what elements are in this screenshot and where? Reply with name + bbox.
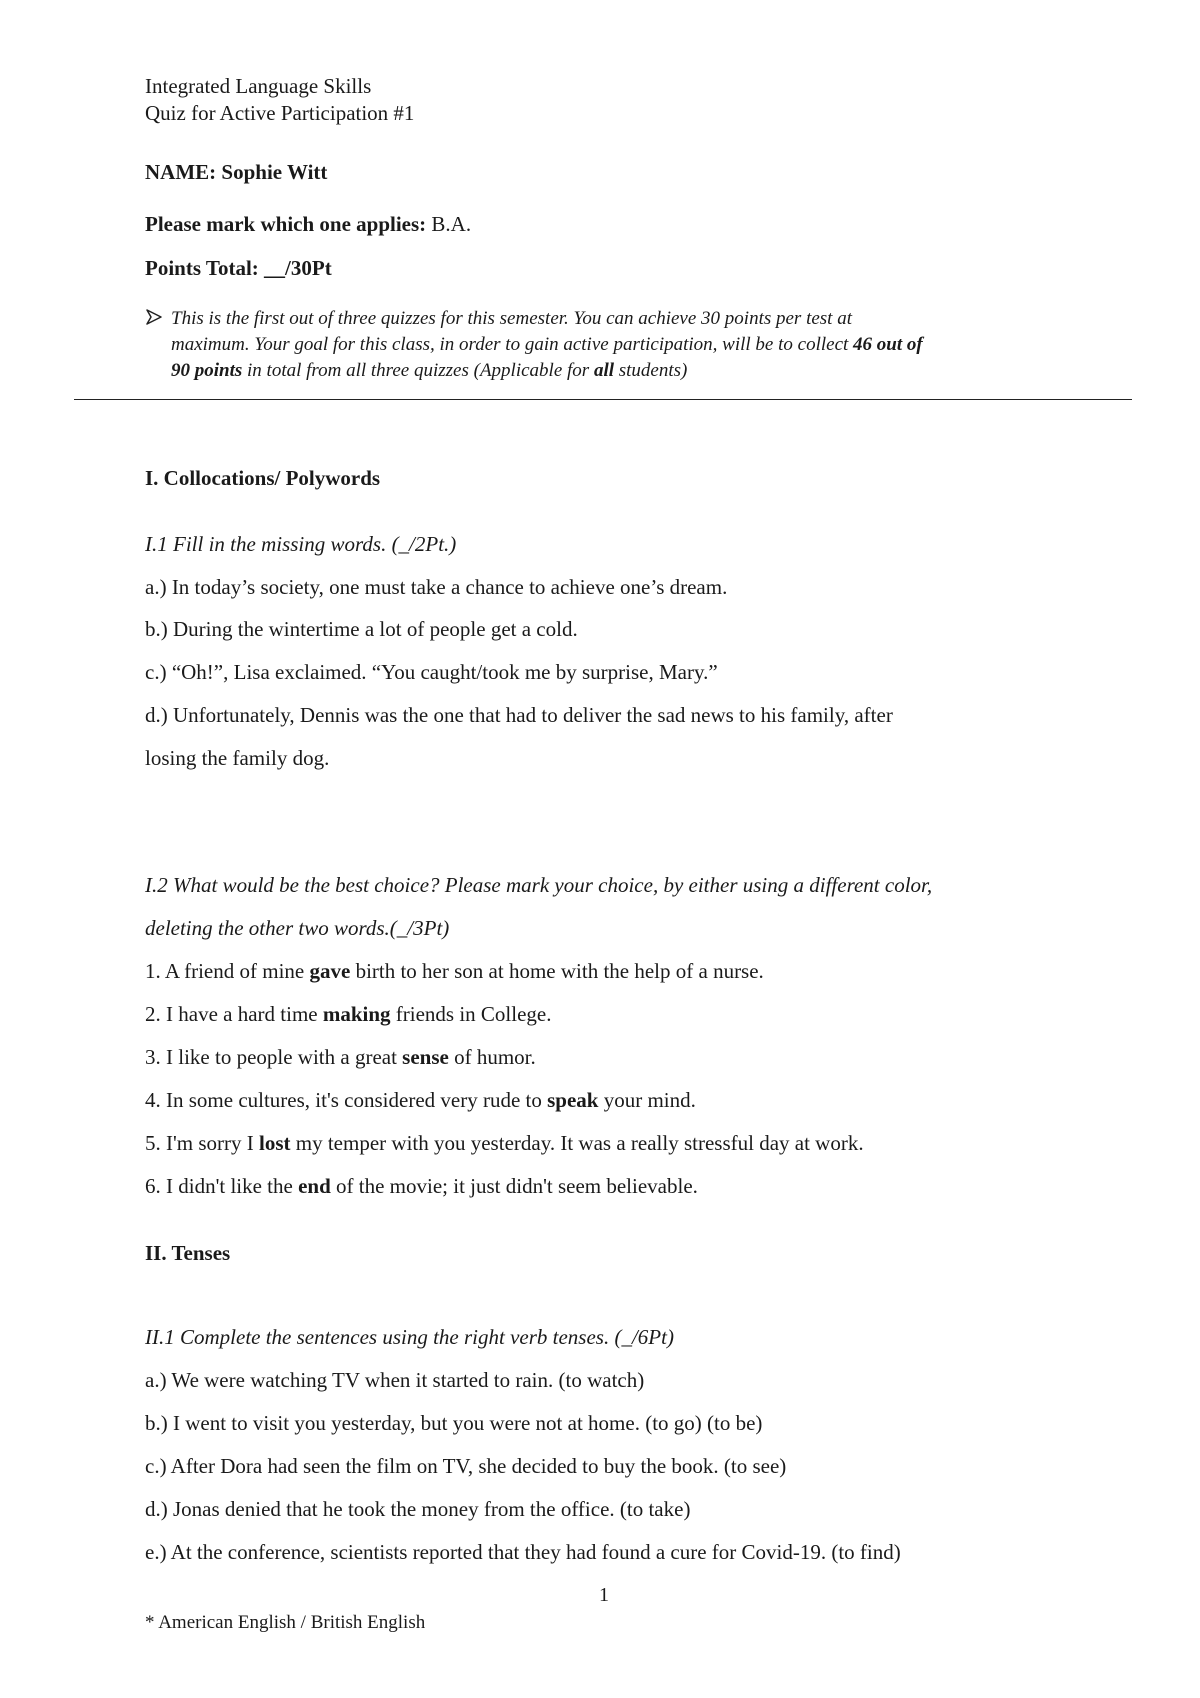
intro-line-3-text: in total from all three quizzes (Applicable for xyxy=(242,360,594,381)
section-2-title: II. Tenses xyxy=(145,1241,231,1265)
intro-line-3 xyxy=(171,360,687,383)
choice-item-5 xyxy=(145,1131,864,1156)
section-1-title: I. Collocations/ Polywords xyxy=(145,466,381,490)
footnote: * American English / British English xyxy=(145,1612,426,1633)
choice-item-4-answer: speak xyxy=(547,1088,599,1112)
intro-line-1: This is the first out of three quizzes for this semester. You can achieve 30 points per test at xyxy=(171,308,852,329)
choice-item-1-answer: gave xyxy=(309,959,351,983)
degree-value: B.A. xyxy=(431,212,472,236)
points-value: __/30Pt xyxy=(264,256,332,280)
name-row xyxy=(145,160,327,185)
intro-highlight-46: 46 out of xyxy=(853,334,923,355)
choice-item-2 xyxy=(145,1002,552,1027)
choice-item-6 xyxy=(145,1174,698,1199)
name-value: Sophie Witt xyxy=(221,160,328,184)
choice-item-2-post: friends in College. xyxy=(390,1002,552,1026)
choice-item-2-answer: making xyxy=(322,1002,391,1026)
item-1-1-a: a.) In today’s society, one must take a chance to achieve one’s dream. xyxy=(145,575,728,599)
choice-item-6-post: of the movie; it just didn't seem believable. xyxy=(330,1174,698,1198)
section-1-1-instruction: I.1 Fill in the missing words. (_/2Pt.) xyxy=(145,532,457,556)
item-2-1-e: e.) At the conference, scientists reported that they had found a cure for Covid-19. (to find) xyxy=(145,1540,901,1564)
item-2-1-c: c.) After Dora had seen the film on TV, she decided to buy the book. (to see) xyxy=(145,1454,787,1478)
choice-item-5-post: my temper with you yesterday. It was a really stressful day at work. xyxy=(290,1131,864,1155)
choice-item-1-pre: 1. A friend of mine xyxy=(145,959,310,983)
points-row xyxy=(145,256,332,281)
intro-highlight-all: all xyxy=(593,360,614,381)
intro-line-2 xyxy=(171,334,923,357)
degree-label: Please mark which one applies: xyxy=(145,212,427,236)
choice-item-2-pre: 2. I have a hard time xyxy=(145,1002,323,1026)
choice-item-5-pre: 5. I'm sorry I xyxy=(145,1131,260,1155)
points-label: Points Total: xyxy=(145,256,259,280)
choice-item-1 xyxy=(145,959,764,984)
section-1-2-instruction-1: I.2 What would be the best choice? Please mark your choice, by either using a different color, xyxy=(145,873,933,897)
page-number: 1 xyxy=(599,1584,609,1606)
intro-highlight-90: 90 points xyxy=(171,360,243,381)
section-2-1-instruction: II.1 Complete the sentences using the right verb tenses. (_/6Pt) xyxy=(145,1325,674,1349)
choice-item-4-post: your mind. xyxy=(598,1088,696,1112)
choice-item-1-post: birth to her son at home with the help of a nurse. xyxy=(350,959,764,983)
intro-note xyxy=(145,308,1095,381)
arrowhead-bullet-icon xyxy=(145,308,163,333)
name-label: NAME: xyxy=(145,160,217,184)
degree-row xyxy=(145,212,471,237)
item-1-1-d: d.) Unfortunately, Dennis was the one that had to deliver the sad news to his family, after xyxy=(145,703,893,727)
item-2-1-d: d.) Jonas denied that he took the money from the office. (to take) xyxy=(145,1497,691,1521)
choice-item-3-post: of humor. xyxy=(448,1045,536,1069)
item-2-1-b: b.) I went to visit you yesterday, but you were not at home. (to go) (to be) xyxy=(145,1411,763,1435)
divider-line xyxy=(74,399,1132,400)
intro-line-3-end: students) xyxy=(614,360,688,381)
intro-line-2-text: maximum. Your goal for this class, in order to gain active participation, will be to collect xyxy=(171,334,854,355)
choice-item-6-answer: end xyxy=(298,1174,331,1198)
quiz-title: Quiz for Active Participation #1 xyxy=(145,101,415,125)
item-2-1-a: a.) We were watching TV when it started to rain. (to watch) xyxy=(145,1368,645,1392)
choice-item-3-answer: sense xyxy=(402,1045,449,1069)
item-1-1-d-cont: losing the family dog. xyxy=(145,746,330,770)
choice-item-4 xyxy=(145,1088,696,1113)
choice-item-5-answer: lost xyxy=(259,1131,291,1155)
choice-item-4-pre: 4. In some cultures, it's considered very rude to xyxy=(145,1088,548,1112)
choice-item-3 xyxy=(145,1045,536,1070)
choice-item-6-pre: 6. I didn't like the xyxy=(145,1174,299,1198)
choice-item-3-pre: 3. I like to people with a great xyxy=(145,1045,403,1069)
course-title: Integrated Language Skills xyxy=(145,74,372,98)
item-1-1-c: c.) “Oh!”, Lisa exclaimed. “You caught/took me by surprise, Mary.” xyxy=(145,660,718,684)
section-1-2-instruction-2: deleting the other two words.(_/3Pt) xyxy=(145,916,450,940)
item-1-1-b: b.) During the wintertime a lot of people get a cold. xyxy=(145,617,578,641)
